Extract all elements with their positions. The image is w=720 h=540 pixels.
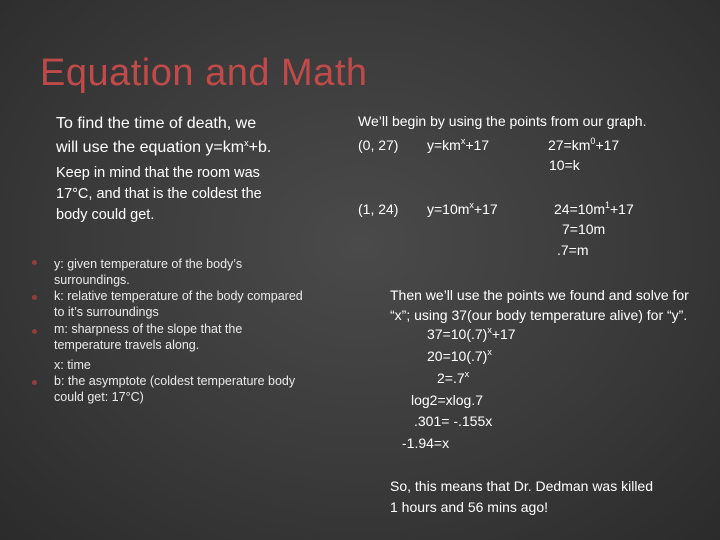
solve-step-2-text: 20=10(.7) (427, 348, 488, 364)
note-line-1: Keep in mind that the room was (56, 165, 260, 181)
definition-b-line-1: b: the asymptote (coldest temperature body (54, 374, 296, 388)
step-2b: 7=10m (562, 221, 606, 237)
step-1a-tail: +17 (595, 137, 620, 153)
right-heading: We’ll begin by using the points from our graph. (358, 113, 647, 129)
definition-b-line-2: could get: 17°C) (54, 390, 144, 404)
equation-2-exponent: x (469, 200, 474, 210)
step-1a-text: 27=km (548, 137, 591, 153)
step-1b: 10=k (549, 157, 580, 173)
step-1a-exponent: 0 (590, 136, 596, 146)
definition-x-line: x: time (54, 358, 91, 372)
definition-m-line-2: temperature travels along. (54, 338, 200, 352)
equation-1-text: y=km (427, 137, 461, 153)
solve-step-1-tail: +17 (491, 326, 516, 342)
definition-y-line-1: y: given temperature of the body’s (54, 257, 243, 271)
solve-step-3-text: 2=.7 (437, 370, 465, 386)
definition-x-b (54, 357, 295, 405)
note-line-2: 17°C, and that is the coldest the (56, 186, 262, 202)
bullet-marker-1 (32, 260, 37, 265)
equation-2-text: y=10m (427, 201, 470, 217)
equation-2 (427, 199, 498, 219)
equation-1-tail: +17 (465, 137, 490, 153)
equation-1 (427, 135, 489, 155)
step-2a-tail: +17 (610, 201, 634, 217)
solve-step-6: -1.94=x (402, 435, 450, 451)
note-line-3: body could get. (56, 207, 155, 223)
equation-1-exponent: x (460, 136, 466, 146)
solve-step-1-exponent: x (487, 325, 492, 335)
solve-step-3 (437, 368, 469, 388)
solve-step-5: .301= -.155x (414, 413, 493, 429)
bullet-marker-4 (32, 380, 37, 385)
slide-title: Equation and Math (40, 52, 368, 94)
step-2a (554, 199, 634, 219)
conclusion-line-2: 1 hours and 56 mins ago! (390, 499, 548, 515)
point-1: (0, 27) (358, 137, 399, 153)
definition-y-line-2: surroundings. (54, 273, 130, 287)
intro-equation-tail: +b. (248, 139, 272, 156)
definition-y (54, 256, 242, 288)
intro-line-2 (56, 137, 271, 159)
then-line-2: “x”; using 37(our body temperature alive) for “y”. (390, 307, 688, 323)
definition-k-line-2: to it’s surroundings (54, 305, 159, 319)
step-2c: .7=m (557, 242, 589, 258)
solve-step-2-exponent: x (487, 347, 492, 357)
definition-m (54, 321, 242, 353)
step-2a-exponent: 1 (604, 200, 610, 210)
solve-step-2 (427, 346, 492, 366)
definition-k-line-1: k: relative temperature of the body compared (54, 289, 303, 303)
bullet-marker-2 (32, 295, 37, 300)
step-1a (548, 135, 619, 155)
solve-step-4: log2=xlog.7 (411, 392, 484, 408)
then-line-1: Then we’ll use the points we found and solve for (390, 287, 689, 303)
solve-step-3-exponent: x (464, 369, 470, 379)
bullet-marker-3 (32, 329, 37, 334)
solve-step-1-text: 37=10(.7) (427, 326, 488, 342)
definition-k (54, 288, 303, 320)
intro-exponent: x (244, 138, 249, 148)
intro-equation-text: will use the equation y=km (56, 139, 245, 156)
equation-2-tail: +17 (473, 201, 498, 217)
definition-m-line-1: m: sharpness of the slope that the (54, 322, 243, 336)
intro-line-1: To find the time of death, we (56, 115, 257, 132)
step-2a-text: 24=10m (554, 201, 605, 217)
solve-step-1 (427, 324, 516, 344)
point-2: (1, 24) (358, 201, 399, 217)
conclusion-line-1: So, this means that Dr. Dedman was killed (390, 478, 654, 494)
